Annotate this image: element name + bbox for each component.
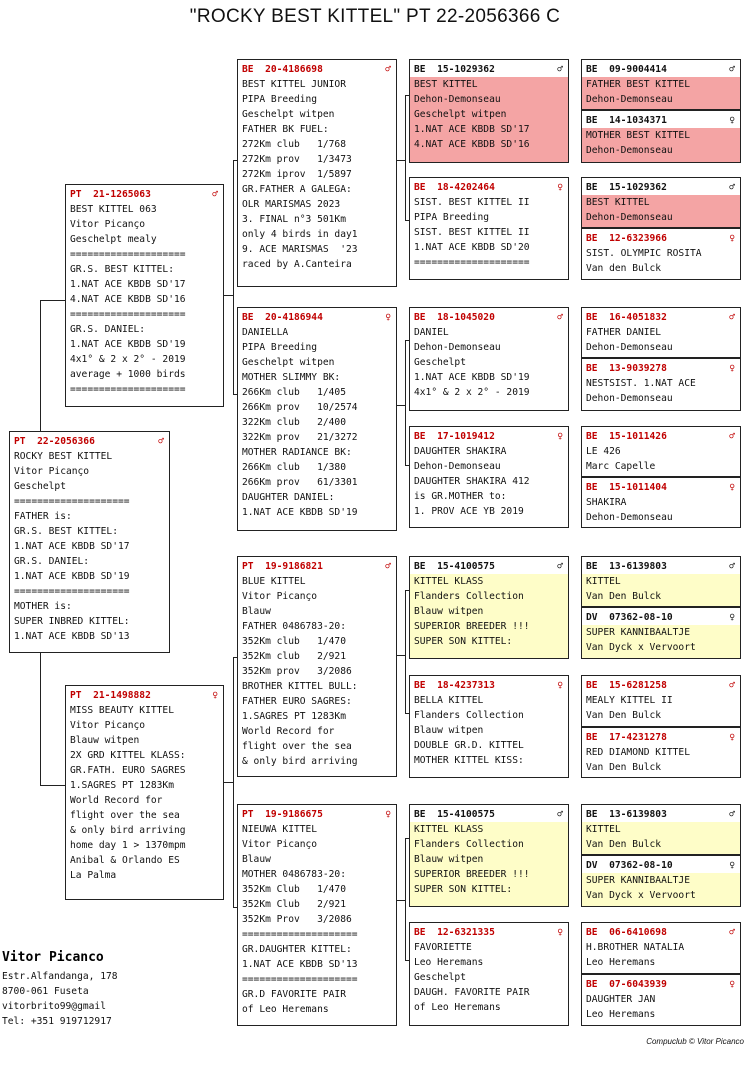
sex-icon: ♂ [729,680,735,691]
card-line: BROTHER KITTEL BULL: [242,681,358,692]
card-line: Geschelpt [14,481,66,492]
card-line: La Palma [70,870,117,881]
ring-number: BE 09-9004414 [586,64,667,75]
card-line: Blauw witpen [414,854,484,865]
card-line: Blauw witpen [70,735,140,746]
card-line: Vitor Picanço [14,466,90,477]
ggp-card-1 [409,59,569,163]
card-line: GR.S. DANIEL: [70,324,146,335]
page-title: "ROCKY BEST KITTEL" PT 22-2056366 C [189,6,561,27]
card-line: SHAKIRA [586,497,627,508]
sex-icon: ♀ [385,312,391,323]
card-line: NESTSIST. 1.NAT ACE [586,378,696,389]
card-line: Anibal & Orlando ES [70,855,180,866]
card-line: H.BROTHER NATALIA [586,942,685,953]
card-line: 1.NAT ACE KBDB SD'13 [242,959,358,970]
card-line: 352Km Club 2/921 [242,899,346,910]
ring-number: PT 22-2056366 [14,436,95,447]
card-line: Blauw witpen [414,725,484,736]
card-line: of Leo Heremans [414,1002,501,1013]
card-line: 272Km iprov 1/5897 [242,169,352,180]
card-line: Geschelpt [414,972,466,983]
card-line: home day 1 > 1370mpm [70,840,186,851]
gggp-card-8 [581,477,741,528]
card-line: Blauw [242,854,271,865]
card-line: Van Den Bulck [586,710,662,721]
card-line: LE 426 [586,446,621,457]
card-line: DAUGHTER SHAKIRA 412 [414,476,530,487]
card-line: OLR MARISMAS 2023 [242,199,341,210]
card-line: 322Km prov 21/3272 [242,432,358,443]
card-line: Van Den Bulck [586,591,662,602]
card-line: DAUGHTER SHAKIRA [414,446,507,457]
card-line: is GR.MOTHER to: [414,491,507,502]
mother-card [65,685,224,900]
card-line: 1.SAGRES PT 1283Km [242,711,346,722]
sex-icon: ♂ [158,436,164,447]
sex-icon: ♂ [557,809,563,820]
ring-number: BE 18-1045020 [414,312,495,323]
card-line: ROCKY BEST KITTEL [14,451,113,462]
gggp-card-12 [581,727,741,778]
card-line: KITTEL [586,576,621,587]
paternal-grandfather-card [237,59,397,287]
card-line: DOUBLE GR.D. KITTEL [414,740,524,751]
card-line: MOTHER KITTEL KISS: [414,755,524,766]
ring-number: BE 18-4237313 [414,680,495,691]
sex-icon: ♀ [729,363,735,374]
card-line: FAVORIETTE [414,942,472,953]
card-line: 272Km prov 1/3473 [242,154,352,165]
card-line: World Record for [70,795,163,806]
maternal-grandfather-card [237,556,397,777]
card-line: average + 1000 birds [70,369,186,380]
card-line: 9. ACE MARISMAS '23 [242,244,358,255]
card-line: SUPER INBRED KITTEL: [14,616,130,627]
card-line: only 4 birds in day1 [242,229,358,240]
card-line: SUPER KANNIBAALTJE [586,875,690,886]
card-line: 1.NAT ACE KBDB SD'13 [14,631,130,642]
card-line: 1.NAT ACE KBDB SD'20 [414,242,530,253]
card-line: Dehon-Demonseau [586,145,673,156]
card-line: Geschelpt [414,357,466,368]
ring-number: BE 15-1029362 [586,182,667,193]
card-line: Marc Capelle [586,461,656,472]
ring-number: BE 12-6321335 [414,927,495,938]
card-line: DANIEL [414,327,449,338]
card-line: Blauw witpen [414,606,484,617]
card-line: Geschelpt mealy [70,234,157,245]
card-line: FATHER BK FUEL: [242,124,329,135]
ggp-card-5 [409,556,569,659]
card-line: 4.NAT ACE KBDB SD'16 [70,294,186,305]
card-line: BLUE KITTEL [242,576,306,587]
card-line: Geschelpt witpen [242,109,335,120]
card-line: SUPERIOR BREEDER !!! [414,621,530,632]
card-line: DAUGH. FAVORITE PAIR [414,987,530,998]
card-line: BEST KITTEL 063 [70,204,157,215]
card-line: 1.NAT ACE KBDB SD'19 [70,339,186,350]
ring-number: BE 06-6410698 [586,927,667,938]
card-line: BEST KITTEL [414,79,478,90]
card-line: Van Dyck x Vervoort [586,642,696,653]
gggp-card-14 [581,855,741,907]
sex-icon: ♀ [729,233,735,244]
sex-icon: ♂ [557,312,563,323]
ring-number: BE 15-1011404 [586,482,667,493]
sex-icon: ♀ [557,927,563,938]
gggp-card-16 [581,974,741,1026]
gggp-card-6 [581,358,741,411]
owner-name: Vitor Picanco [2,950,104,965]
sex-icon: ♀ [557,680,563,691]
card-line: Van Dyck x Vervoort [586,890,696,901]
card-line: 352Km prov 3/2086 [242,666,352,677]
card-line: ==================== [70,309,186,320]
card-line: 322Km club 2/400 [242,417,346,428]
sex-icon: ♀ [557,431,563,442]
card-line: 1.NAT ACE KBDB SD'17 [414,124,530,135]
card-line: GR.DAUGHTER KITTEL: [242,944,352,955]
card-line: ==================== [242,929,358,940]
card-line: 1.NAT ACE KBDB SD'17 [14,541,130,552]
card-line: of Leo Heremans [242,1004,329,1015]
card-line: SUPER SON KITTEL: [414,884,513,895]
ring-number: BE 12-6323966 [586,233,667,244]
card-line: ==================== [70,249,186,260]
card-line: NIEUWA KITTEL [242,824,318,835]
ring-number: BE 15-1029362 [414,64,495,75]
sex-icon: ♀ [212,690,218,701]
sex-icon: ♂ [557,64,563,75]
card-line: Geschelpt witpen [414,109,507,120]
card-line: KITTEL [586,824,621,835]
card-line: Dehon-Demonseau [586,393,673,404]
gggp-card-13 [581,804,741,855]
card-line: FATHER is: [14,511,72,522]
ring-number: BE 15-1011426 [586,431,667,442]
ring-number: BE 16-4051832 [586,312,667,323]
card-line: 1.NAT ACE KBDB SD'19 [414,372,530,383]
owner-line: 8700-061 Fuseta [2,986,89,997]
ggp-card-7 [409,804,569,907]
ggp-card-4 [409,426,569,528]
ring-number: BE 17-1019412 [414,431,495,442]
card-line: 4x1° & 2 x 2° - 2019 [414,387,530,398]
card-line: ==================== [14,586,130,597]
card-line: MEALY KITTEL II [586,695,673,706]
maternal-grandmother-card [237,804,397,1026]
card-line: Leo Heremans [586,1009,656,1020]
ring-number: BE 13-6139803 [586,809,667,820]
card-line: 4.NAT ACE KBDB SD'16 [414,139,530,150]
gggp-card-10 [581,607,741,659]
ring-number: BE 14-1034371 [586,115,667,126]
father-card [65,184,224,407]
sex-icon: ♂ [729,182,735,193]
card-line: Geschelpt witpen [242,357,335,368]
ggp-card-3 [409,307,569,411]
card-line: Flanders Collection [414,710,524,721]
sex-icon: ♂ [729,561,735,572]
card-line: 266Km club 1/380 [242,462,346,473]
card-line: 2X GRD KITTEL KLASS: [70,750,186,761]
card-line: ==================== [414,257,530,268]
ring-number: BE 15-4100575 [414,561,495,572]
card-line: FATHER EURO SAGRES: [242,696,352,707]
sex-icon: ♂ [729,431,735,442]
owner-email[interactable]: vitorbrito99@gmail [2,1001,106,1012]
card-line: GR.D FAVORITE PAIR [242,989,346,1000]
ring-number: BE 15-4100575 [414,809,495,820]
credit-text: Compuclub © Vitor Picanco [646,1037,744,1046]
card-line: ==================== [14,496,130,507]
ggp-card-6 [409,675,569,778]
sex-icon: ♀ [385,809,391,820]
card-line: GR.S. BEST KITTEL: [14,526,118,537]
card-line: Vitor Picanço [242,839,318,850]
ring-number: BE 20-4186944 [242,312,323,323]
owner-line: Estr.Alfandanga, 178 [2,971,118,982]
card-line: FATHER BEST KITTEL [586,79,690,90]
card-line: SUPER SON KITTEL: [414,636,513,647]
sex-icon: ♀ [729,482,735,493]
card-line: DAUGHTER JAN [586,994,656,1005]
card-line: DANIELLA [242,327,289,338]
card-line: PIPA Breeding [414,212,490,223]
card-line: raced by A.Canteira [242,259,352,270]
sex-icon: ♂ [729,64,735,75]
sex-icon: ♀ [729,612,735,623]
card-line: SUPERIOR BREEDER !!! [414,869,530,880]
gggp-card-2 [581,110,741,163]
card-line: 352Km club 1/470 [242,636,346,647]
ggp-card-2 [409,177,569,280]
sex-icon: ♀ [729,860,735,871]
card-line: Vitor Picanço [70,219,146,230]
ring-number: PT 19-9186675 [242,809,323,820]
card-line: 352Km Club 1/470 [242,884,346,895]
card-line: MOTHER RADIANCE BK: [242,447,352,458]
ring-number: PT 21-1265063 [70,189,151,200]
card-line: 1.NAT ACE KBDB SD'19 [242,507,358,518]
card-line: 352Km club 2/921 [242,651,346,662]
ring-number: DV 07362-08-10 [586,860,673,871]
sex-icon: ♂ [557,561,563,572]
gggp-card-7 [581,426,741,477]
card-line: Dehon-Demonseau [414,94,501,105]
gggp-card-15 [581,922,741,974]
owner-block [2,950,118,1029]
card-line: FATHER DANIEL [586,327,662,338]
card-line: DAUGHTER DANIEL: [242,492,335,503]
card-line: 1.NAT ACE KBDB SD'19 [14,571,130,582]
card-line: 266Km prov 10/2574 [242,402,358,413]
card-line: ==================== [242,974,358,985]
card-line: BEST KITTEL JUNIOR [242,79,346,90]
card-line: Dehon-Demonseau [414,461,501,472]
ring-number: BE 17-4231278 [586,732,667,743]
card-line: Dehon-Demonseau [586,512,673,523]
card-line: 1.NAT ACE KBDB SD'17 [70,279,186,290]
card-line: PIPA Breeding [242,342,318,353]
sex-icon: ♂ [385,561,391,572]
gggp-card-9 [581,556,741,607]
card-line: SIST. OLYMPIC ROSITA [586,248,702,259]
sex-icon: ♂ [212,189,218,200]
owner-phone: Tel: +351 919712917 [2,1016,112,1027]
card-line: SIST. BEST KITTEL II [414,197,530,208]
card-line: KITTEL KLASS [414,576,484,587]
ring-number: BE 13-6139803 [586,561,667,572]
sex-icon: ♂ [385,64,391,75]
sex-icon: ♂ [729,312,735,323]
gggp-card-1 [581,59,741,110]
gggp-card-5 [581,307,741,358]
card-line: 1.SAGRES PT 1283Km [70,780,174,791]
card-line: BEST KITTEL [586,197,650,208]
card-line: PIPA Breeding [242,94,318,105]
card-line: Blauw [242,606,271,617]
card-line: ==================== [70,384,186,395]
card-line: RED DIAMOND KITTEL [586,747,690,758]
ring-number: BE 18-4202464 [414,182,495,193]
sex-icon: ♀ [557,182,563,193]
card-line: BELLA KITTEL [414,695,484,706]
card-line: GR.S. DANIEL: [14,556,90,567]
card-line: MOTHER SLIMMY BK: [242,372,341,383]
card-line: Leo Heremans [586,957,656,968]
gggp-card-11 [581,675,741,727]
card-line: KITTEL KLASS [414,824,484,835]
paternal-grandmother-card [237,307,397,531]
sex-icon: ♂ [729,809,735,820]
card-line: GR.S. BEST KITTEL: [70,264,174,275]
gggp-card-4 [581,228,741,280]
card-line: MOTHER is: [14,601,72,612]
card-line: MOTHER BEST KITTEL [586,130,690,141]
card-line: 266Km club 1/405 [242,387,346,398]
card-line: & only bird arriving [70,825,186,836]
card-line: GR.FATHER A GALEGA: [242,184,352,195]
card-line: MOTHER 0486783-20: [242,869,346,880]
ring-number: BE 15-6281258 [586,680,667,691]
card-line: SIST. BEST KITTEL II [414,227,530,238]
card-line: 266Km prov 61/3301 [242,477,358,488]
sex-icon: ♀ [729,732,735,743]
card-line: Flanders Collection [414,591,524,602]
card-line: SUPER KANNIBAALTJE [586,627,690,638]
card-line: Vitor Picanço [70,720,146,731]
ring-number: DV 07362-08-10 [586,612,673,623]
sex-icon: ♂ [729,927,735,938]
card-line: Vitor Picanço [242,591,318,602]
card-line: 4x1° & 2 x 2° - 2019 [70,354,186,365]
card-line: Dehon-Demonseau [414,342,501,353]
card-line: Dehon-Demonseau [586,342,673,353]
card-line: 1. PROV ACE YB 2019 [414,506,524,517]
card-line: GR.FATH. EURO SAGRES [70,765,186,776]
subject-card [9,431,170,653]
sex-icon: ♀ [729,979,735,990]
card-line: 272Km club 1/768 [242,139,346,150]
card-line: Dehon-Demonseau [586,212,673,223]
ring-number: BE 20-4186698 [242,64,323,75]
card-line: FATHER 0486783-20: [242,621,346,632]
gggp-card-3 [581,177,741,228]
ring-number: PT 19-9186821 [242,561,323,572]
sex-icon: ♀ [729,115,735,126]
ring-number: BE 13-9039278 [586,363,667,374]
card-line: Leo Heremans [414,957,484,968]
card-line: MISS BEAUTY KITTEL [70,705,174,716]
card-line: 352Km Prov 3/2086 [242,914,352,925]
card-line: Van den Bulck [586,263,662,274]
card-line: & only bird arriving [242,756,358,767]
ring-number: BE 07-6043939 [586,979,667,990]
card-line: Van Den Bulck [586,762,662,773]
card-line: World Record for [242,726,335,737]
ggp-card-8 [409,922,569,1026]
card-line: 3. FINAL n°3 501Km [242,214,346,225]
card-line: Van Den Bulck [586,839,662,850]
card-line: flight over the sea [242,741,352,752]
card-line: Flanders Collection [414,839,524,850]
card-line: Dehon-Demonseau [586,94,673,105]
card-line: flight over the sea [70,810,180,821]
ring-number: PT 21-1498882 [70,690,151,701]
